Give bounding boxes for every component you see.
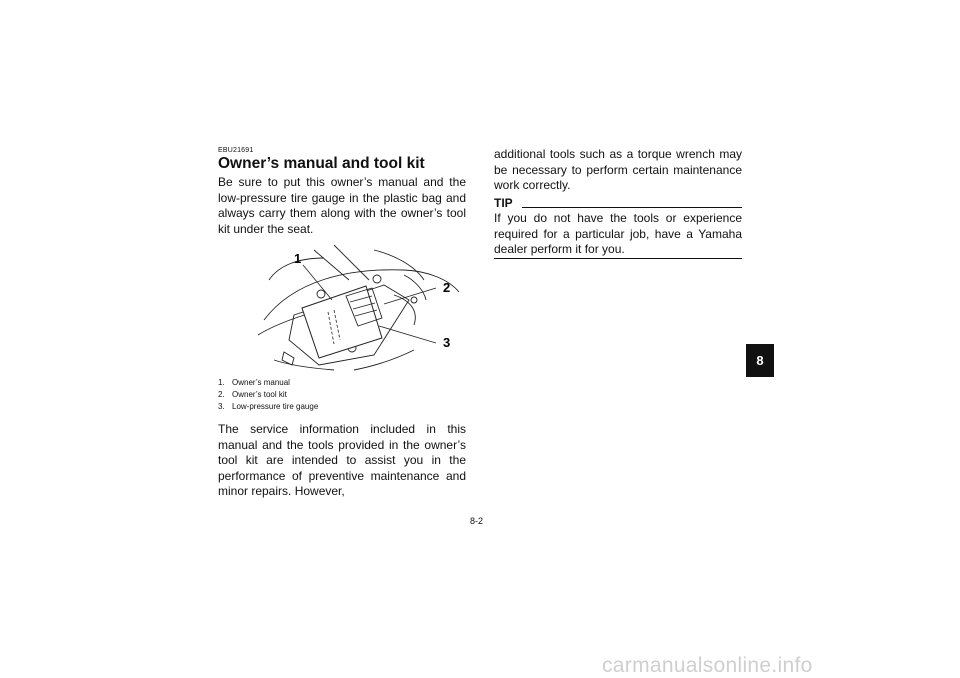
tip-end-rule xyxy=(494,258,742,259)
chapter-tab: 8 xyxy=(746,344,774,377)
legend-number: 2. xyxy=(218,390,225,399)
tip-label: TIP xyxy=(494,196,513,210)
legend-item xyxy=(218,401,318,413)
figure-legend xyxy=(218,377,318,413)
seat-compartment-illustration xyxy=(254,240,464,375)
intro-paragraph: Be sure to put this owner’s manual and the low-pressure tire gauge in the plastic bag and always carry them along with the owner’s tool kit under the seat. xyxy=(218,175,466,236)
legend-item xyxy=(218,377,318,389)
legend-number: 1. xyxy=(218,378,225,387)
continued-paragraph: additional tools such as a torque wrench may be necessary to perform certain maintenance work correctly. xyxy=(494,147,742,192)
tip-text: If you do not have the tools or experience required for a particular job, have a Yamaha dealer perform it for you. xyxy=(494,211,742,256)
watermark: carmanualsonline.info xyxy=(602,654,813,677)
tip-rule xyxy=(522,207,742,208)
service-info-paragraph: The service information included in this manual and the tools provided in the owner’s tool kit are intended to assist you in the performance of preventive maintenance and minor repairs. However, xyxy=(218,422,466,498)
callout-2: 2 xyxy=(443,280,451,295)
legend-number: 3. xyxy=(218,402,225,411)
legend-label: Low-pressure tire gauge xyxy=(232,402,319,411)
callout-3: 3 xyxy=(443,335,451,350)
legend-label: Owner’s manual xyxy=(232,378,290,387)
section-title: Owner’s manual and tool kit xyxy=(218,155,425,172)
legend-label: Owner’s tool kit xyxy=(232,390,287,399)
legend-item xyxy=(218,389,318,401)
tip-header xyxy=(494,196,742,210)
page-number: 8-2 xyxy=(470,516,484,526)
document-code: EBU21691 xyxy=(218,147,254,154)
callout-1: 1 xyxy=(294,251,302,266)
